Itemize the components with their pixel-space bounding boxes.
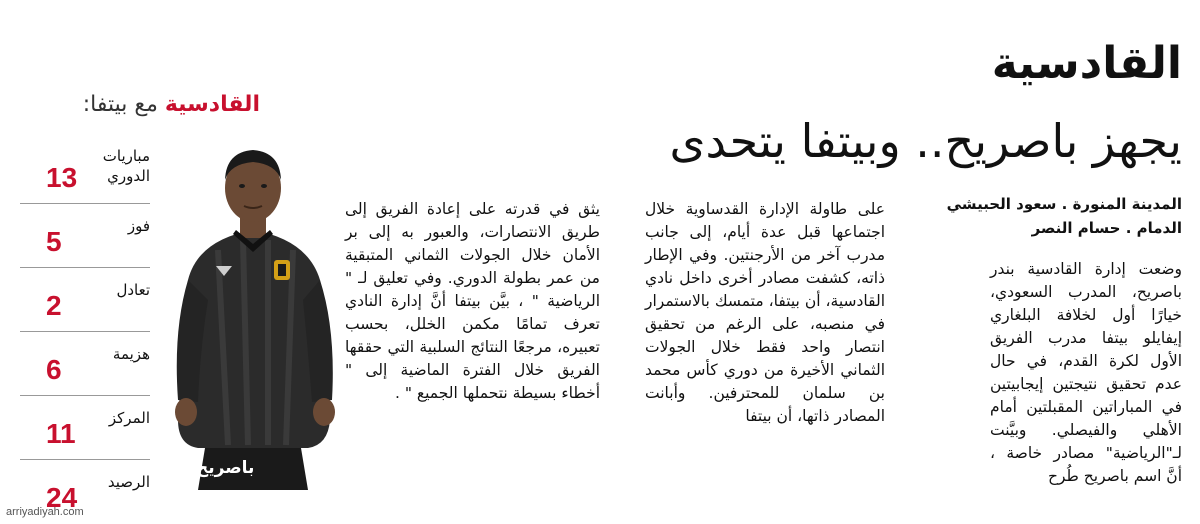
- article-text: على طاولة الإدارة القدساوية خلال اجتماعها قبل عدة أيام، إلى جانب مدرب آخر من الأرجنتين. وفي الإطار ذاته، كشفت مصادر أخرى داخل نادي القادسية، أن بيتفا، متمسك بالاستمرار في منصبه، على الرغم من تحقيق انتصار واحد فقط خلال الجولات الثماني الأخيرة من دوري كأس محمد بن سلمان للمحترفين. وأبانت المصادر ذاتها، أن بيتفا: [645, 200, 885, 425]
- stat-label: فوز: [127, 217, 150, 235]
- stat-row: [20, 140, 150, 204]
- article-column-1: [990, 258, 1182, 488]
- section-kicker: القادسية: [991, 38, 1182, 89]
- stat-value: 2: [46, 290, 62, 321]
- article-column-3: [345, 198, 600, 405]
- stat-value: 24: [46, 482, 78, 513]
- stat-value: 13: [46, 162, 78, 193]
- stat-label: الرصيد: [107, 473, 150, 491]
- stat-row: [20, 268, 150, 332]
- stat-value: 6: [46, 354, 62, 385]
- stats-title-rest: مع بيتفا:: [82, 92, 165, 117]
- stat-label: هزيمة: [112, 345, 150, 363]
- byline-line-1: المدينة المنورة . سعود الحبيشي: [946, 195, 1182, 213]
- article-column-2: [645, 198, 885, 428]
- stats-title-team: القادسية: [164, 92, 260, 117]
- stat-label: تعادل: [116, 281, 150, 299]
- byline: [947, 192, 1182, 240]
- article-text: يثق في قدرته على إعادة الفريق إلى طريق الانتصارات، والعبور به إلى بر الأمان خلال الجولات الثماني المتبقية من عمر بطولة الدوري. وفي تعليق لـ " الرياضية " ، بيَّن بيتفا أنَّ إدارة النادي تعرف تمامًا مكمن الخلل، بحسب تعبيره، مرجعًا النتائج السلبية التي حققها الفريق خلال الفترة الماضية إلى " أخطاء بسيطة نتحملها الجميع " .: [345, 200, 600, 402]
- stat-label: مباريات الدوري: [102, 147, 150, 185]
- stat-value: 11: [46, 418, 76, 449]
- stat-row: [20, 332, 150, 396]
- coach-photo: [158, 130, 348, 490]
- stats-table: [20, 140, 150, 523]
- photo-caption: باصريح: [196, 458, 255, 478]
- stats-title: [10, 92, 260, 117]
- byline-line-2: الدمام . حسام النصر: [1031, 219, 1182, 237]
- stat-value: 5: [46, 226, 62, 257]
- stat-row: [20, 204, 150, 268]
- article-text: وضعت إدارة القادسية بندر باصريح، المدرب السعودي، خيارًا أول لخلافة البلغاري إيفايلو بيتفا مدرب الفريق الأول لكرة القدم، في حال عدم تحقيق نتيجتين إيجابيتين في المباراتين المقبلتين أمام الأهلي والفيصلي. وبيَّنت لـ"الرياضية" مصادر خاصة ، أنَّ اسم باصريح طُرح: [990, 260, 1182, 485]
- stat-label: المركز: [108, 409, 150, 427]
- site-url: arriyadiyah.com: [6, 506, 84, 518]
- stat-row: [20, 396, 150, 460]
- headline: يجهز باصريح.. وبيتفا يتحدى: [669, 114, 1182, 168]
